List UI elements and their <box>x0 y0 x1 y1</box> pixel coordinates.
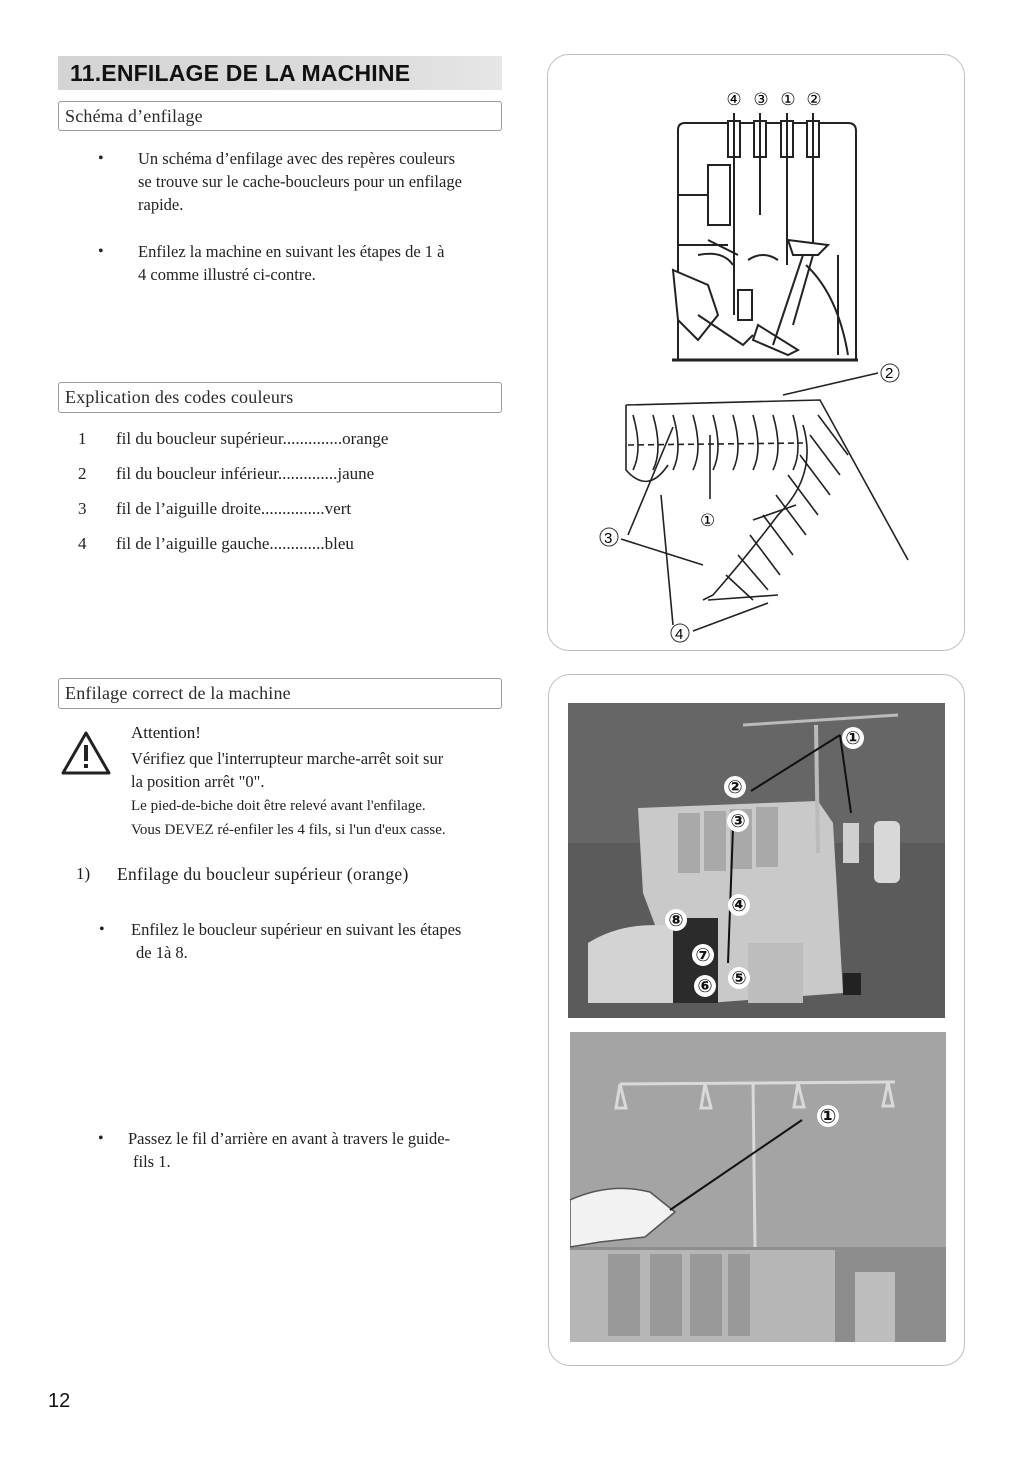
color-code-num: 3 <box>78 499 87 518</box>
photo-label-6: ⑥ <box>697 976 713 996</box>
schema-bullet-1 <box>98 147 518 216</box>
color-code-text: fil de l’aiguille gauche.............bleu <box>116 534 354 553</box>
bullet-line: fils 1. <box>133 1152 171 1171</box>
section-title-bar <box>58 56 502 90</box>
codes-heading-box <box>58 382 502 413</box>
color-code-num: 1 <box>78 429 87 448</box>
color-code-num: 2 <box>78 464 87 483</box>
bullet-dot: • <box>98 150 104 167</box>
bullet-line: se trouve sur le cache-boucleurs pour un enfilage <box>138 172 462 191</box>
page-number: 12 <box>48 1390 71 1412</box>
threading-diagram <box>548 55 966 652</box>
bullet-line: Enfilez la machine en suivant les étapes de 1 à <box>138 242 445 261</box>
stitch-label-4: 4 <box>675 626 684 643</box>
color-code-text: fil du boucleur supérieur..............orange <box>116 429 389 448</box>
bullet-line: rapide. <box>138 195 184 214</box>
overlock-stitch-drawing <box>621 373 908 631</box>
bullet-dot: • <box>99 921 105 938</box>
color-code-row <box>78 499 351 519</box>
page-title: 11.ENFILAGE DE LA MACHINE <box>70 59 411 86</box>
bullet-line: 4 comme illustré ci-contre. <box>138 265 316 284</box>
bullet-line: Un schéma d’enfilage avec des repères couleurs <box>138 149 456 168</box>
color-code-text: fil du boucleur inférieur..............jaune <box>116 464 375 483</box>
machine-drawing <box>672 113 858 360</box>
step-title: Enfilage du boucleur supérieur (orange) <box>117 864 409 884</box>
warning-title: Attention! <box>131 723 201 742</box>
correct-heading-box <box>58 678 502 709</box>
schema-bullet-2 <box>98 240 518 286</box>
photo-label-1: ① <box>845 728 861 748</box>
warning-note: Vous DEVEZ ré-enfiler les 4 fils, si l'un d'eux casse. <box>131 822 446 838</box>
photo-panel <box>548 674 965 1366</box>
step-number: 1) <box>76 864 91 883</box>
machine-photo <box>568 703 945 1018</box>
color-code-row <box>78 429 388 449</box>
diagram-label-1: ① <box>780 90 796 109</box>
warning-note: Le pied-de-biche doit être relevé avant l'enfilage. <box>131 798 426 814</box>
bullet-line: Passez le fil d’arrière en avant à travers le guide- <box>128 1129 451 1148</box>
diagram-label-2: ② <box>806 90 822 109</box>
bullet-dot: • <box>98 243 104 260</box>
threading-diagram-panel <box>547 54 965 651</box>
color-code-row <box>78 534 354 554</box>
guide-label-1: ① <box>819 1106 837 1128</box>
stitch-label-2: 2 <box>885 365 894 382</box>
warning-icon <box>60 730 112 776</box>
photo-label-2: ② <box>727 777 743 797</box>
bullet-line: de 1à 8. <box>136 943 188 962</box>
step-bullet-2 <box>98 1127 518 1173</box>
bullet-line: Enfilez le boucleur supérieur en suivant les étapes <box>131 920 462 939</box>
codes-heading: Explication des codes couleurs <box>65 387 294 407</box>
thread-guide-photo <box>570 1032 946 1342</box>
schema-heading: Schéma d’enfilage <box>65 105 203 126</box>
correct-heading: Enfilage correct de la machine <box>65 683 291 703</box>
stitch-label-3: 3 <box>604 530 613 547</box>
diagram-label-4: ④ <box>726 90 742 109</box>
photo-label-8: ⑧ <box>668 910 684 930</box>
color-code-num: 4 <box>78 534 87 553</box>
diagram-label-3: ③ <box>753 90 769 109</box>
stitch-label-1: ① <box>700 511 716 530</box>
bullet-dot: • <box>98 1130 104 1147</box>
photo-label-4: ④ <box>731 895 747 915</box>
color-code-text: fil de l’aiguille droite...............vert <box>116 499 352 518</box>
color-code-row <box>78 464 374 484</box>
photo-label-5: ⑤ <box>731 968 747 988</box>
schema-heading-box <box>58 101 502 131</box>
photo-label-7: ⑦ <box>695 945 711 965</box>
warning-line: la position arrêt "0". <box>131 772 265 791</box>
photo-label-3: ③ <box>730 811 746 831</box>
step-bullet-1 <box>99 918 516 964</box>
warning-line: Vérifiez que l'interrupteur marche-arrêt soit sur <box>131 749 444 768</box>
